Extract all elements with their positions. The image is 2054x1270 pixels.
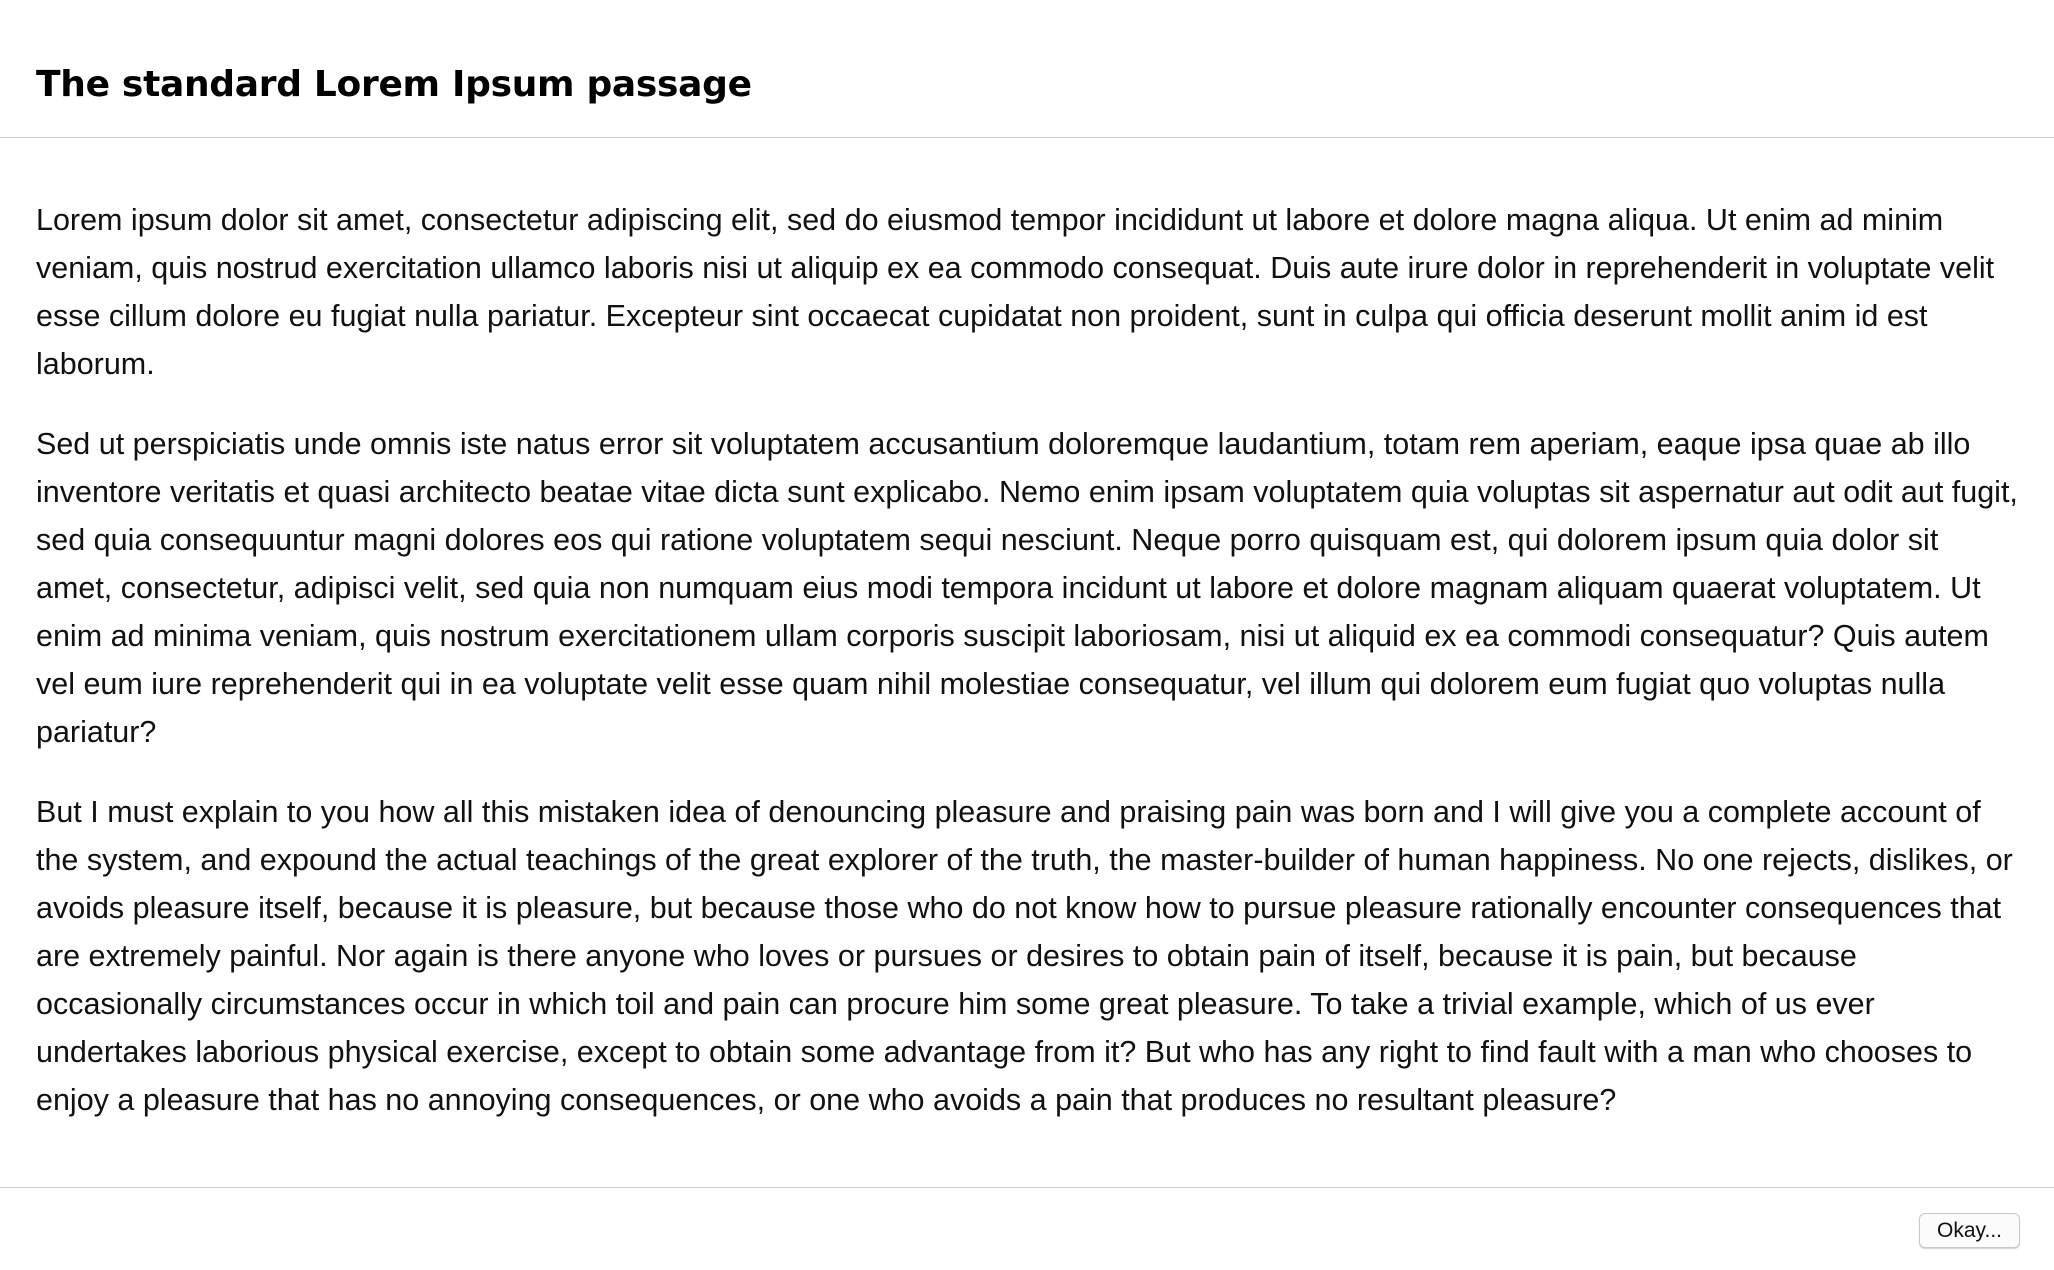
dialog-header: [0, 0, 2054, 138]
dialog-footer: [0, 1187, 2054, 1270]
paragraph-3: But I must explain to you how all this mistaken idea of denouncing pleasure and praising pain was born and I will give you a complete account of the system, and expound the actual teachings of the great explorer of the truth, the master-builder of human happiness. No one rejects, dislikes, or avoids pleasure itself, because it is pleasure, but because those who do not know how to pursue pleasure rationally encounter consequences that are extremely painful. Nor again is there anyone who loves or pursues or desires to obtain pain of itself, because it is pain, but because occasionally circumstances occur in which toil and pain can procure him some great pleasure. To take a trivial example, which of us ever undertakes laborious physical exercise, except to obtain some advantage from it? But who has any right to find fault with a man who chooses to enjoy a pleasure that has no annoying consequences, or one who avoids a pain that produces no resultant pleasure?: [36, 795, 2013, 1117]
paragraph-2: Sed ut perspiciatis unde omnis iste natus error sit voluptatem accusantium doloremque laudantium, totam rem aperiam, eaque ipsa quae ab illo inventore veritatis et quasi architecto beatae vitae dicta sunt explicabo. Nemo enim ipsam voluptatem quia voluptas sit aspernatur aut odit aut fugit, sed quia consequuntur magni dolores eos qui ratione voluptatem sequi nesciunt. Neque porro quisquam est, qui dolorem ipsum quia dolor sit amet, consectetur, adipisci velit, sed quia non numquam eius modi tempora incidunt ut labore et dolore magnam aliquam quaerat voluptatem. Ut enim ad minima veniam, quis nostrum exercitationem ullam corporis suscipit laboriosam, nisi ut aliquid ex ea commodi consequatur? Quis autem vel eum iure reprehenderit qui in ea voluptate velit esse quam nihil molestiae consequatur, vel illum qui dolorem eum fugiat quo voluptas nulla pariatur?: [36, 427, 2018, 749]
dialog-title: The standard Lorem Ipsum passage: [36, 64, 752, 105]
dialog-body: [36, 196, 2022, 1176]
paragraph-1: Lorem ipsum dolor sit amet, consectetur adipiscing elit, sed do eiusmod tempor incididunt ut labore et dolore magna aliqua. Ut enim ad minim veniam, quis nostrud exercitation ullamco laboris nisi ut aliquip ex ea commodo consequat. Duis aute irure dolor in reprehenderit in voluptate velit esse cillum dolore eu fugiat nulla pariatur. Excepteur sint occaecat cupidatat non proident, sunt in culpa qui officia deserunt mollit anim id est laborum.: [36, 203, 1995, 381]
okay-button[interactable]: Okay...: [1919, 1213, 2020, 1248]
